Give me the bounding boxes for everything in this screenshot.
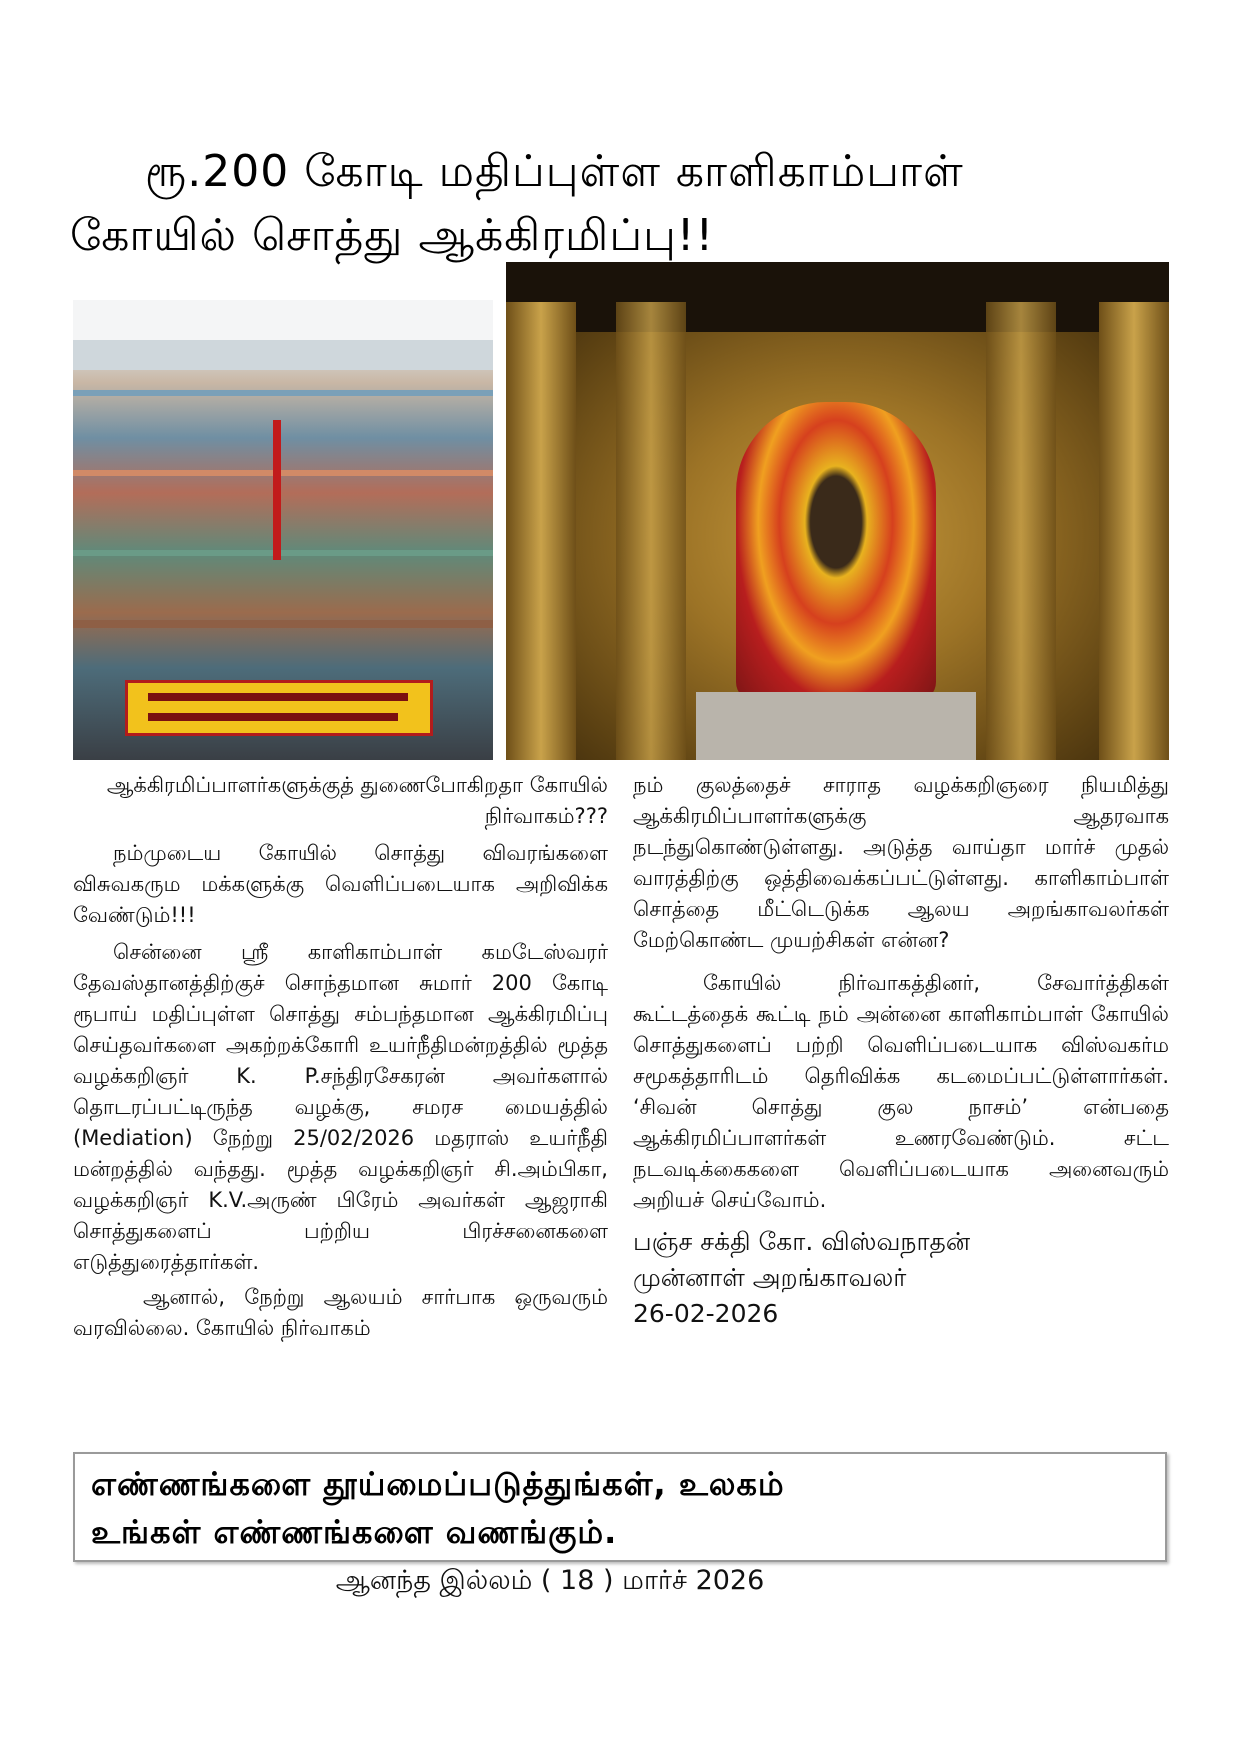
subheading: ஆக்கிரமிப்பாளர்களுக்குத் துணைபோகிறதா கோயில் நிர்வாகம்??? — [106, 773, 608, 828]
title-line-2: கோயில் சொத்து ஆக்கிரமிப்பு!! — [70, 210, 715, 261]
paragraph: ஆனால், நேற்று ஆலயம் சார்பாக ஒருவரும் வரவில்லை. கோயில் நிர்வாகம் — [73, 1285, 608, 1340]
signature-role: முன்னாள் அறங்காவலர் — [633, 1263, 907, 1292]
left-column — [73, 770, 608, 1344]
motto-box — [73, 1452, 1167, 1562]
signature-date: 26-02-2026 — [633, 1299, 779, 1328]
motto-line-1: எண்ணங்களை தூய்மைப்படுத்துங்கள், உலகம் — [91, 1465, 785, 1503]
title-line-1: ரூ.200 கோடி மதிப்புள்ள காளிகாம்பாள் — [145, 146, 964, 197]
deity-figure — [736, 402, 936, 702]
article-title — [70, 140, 1180, 268]
paragraph: கோயில் நிர்வாகத்தினர், சேவார்த்திகள் கூட்டத்தைக் கூட்டி நம் அன்னை காளிகாம்பாள் கோயில் சொத்துகளைப் பற்றி வெளிப்படையாக விஸ்வகர்ம சமூகத்தாரிடம் தெரிவிக்க கடமைப்பட்டுள்ளார்கள். ‘சிவன் சொத்து குல நாசம்’ என்பதை ஆக்கிரமிப்பாளர்கள் உணரவேண்டும். சட்ட நடவடிக்கைகளை வெளிப்படையாக அனைவரும் அறியச் செய்வோம். — [633, 971, 1169, 1212]
deity-shrine-photo — [506, 262, 1169, 760]
motto-line-2: உங்கள் எண்ணங்களை வணங்கும். — [91, 1513, 618, 1551]
signature-name: பஞ்ச சக்தி கோ. விஸ்வநாதன் — [633, 1227, 971, 1256]
temple-tower-photo — [73, 300, 493, 760]
temple-name-board — [125, 680, 433, 736]
right-column — [633, 770, 1169, 1332]
paragraph: நம் குலத்தைச் சாராத வழக்கறிஞரை நியமித்து ஆக்கிரமிப்பாளர்களுக்கு ஆதரவாக நடந்துகொண்டுள்ளது. அடுத்த வாய்தா மார்ச் முதல் வாரத்திற்கு ஒத்திவைக்கப்பட்டுள்ளது. காளிகாம்பாள் சொத்தை மீட்டெடுக்க ஆலய அறங்காவலர்கள் மேற்கொண்ட முயற்சிகள் என்ன? — [633, 773, 1169, 952]
signature-block — [633, 1224, 1169, 1332]
publication-footer: ஆனந்த இல்லம் ( 18 ) மார்ச் 2026 — [335, 1565, 765, 1596]
paragraph: நம்முடைய கோயில் சொத்து விவரங்களை விசுவகரும மக்களுக்கு வெளிப்படையாக அறிவிக்க வேண்டும்!!! — [73, 841, 608, 927]
paragraph: சென்னை ஸ்ரீ காளிகாம்பாள் கமடேஸ்வரர் தேவஸ்தானத்திற்குச் சொந்தமான சுமார் 200 கோடி ரூபாய் மதிப்புள்ள சொத்து சம்பந்தமான ஆக்கிரமிப்பு செய்தவர்களை அகற்றக்கோரி உயர்நீதிமன்றத்தில் மூத்த வழக்கறிஞர் K. P.சந்திரசேகரன் அவர்களால் தொடரப்பட்டிருந்த வழக்கு, சமரச மையத்தில் (Mediation) நேற்று 25/02/2026 மதராஸ் உயர்நீதி மன்றத்தில் வந்தது. மூத்த வழக்கறிஞர் சி.அம்பிகா, வழக்கறிஞர் K.V.அருண் பிரேம் அவர்கள் ஆஜராகி சொத்துகளைப் பற்றிய பிரச்சனைகளை எடுத்துரைத்தார்கள். — [73, 940, 608, 1274]
